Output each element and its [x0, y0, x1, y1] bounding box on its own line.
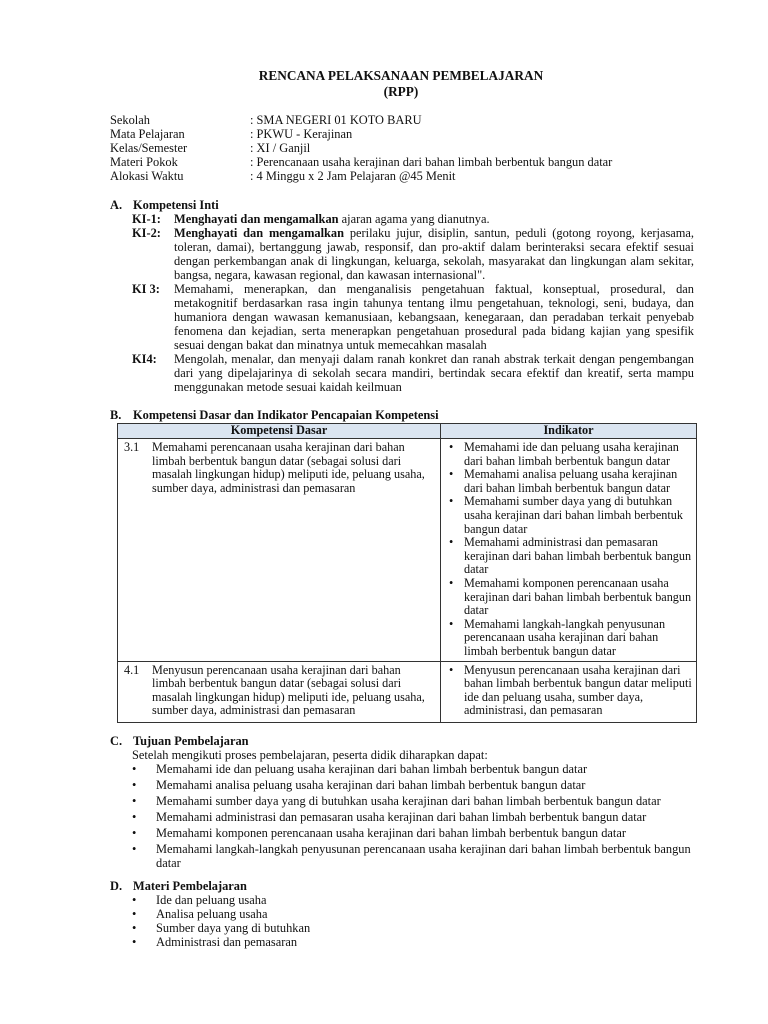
- ki-bold: Menghayati dan mengamalkan: [174, 226, 345, 240]
- identity-value: : 4 Minggu x 2 Jam Pelajaran @45 Menit: [250, 169, 456, 183]
- indikator-item: • Memahami sumber daya yang di butuhkan usaha kerajinan dari bahan limbah berbentuk bangun datar: [464, 495, 695, 536]
- ki-code: KI-1:: [132, 212, 161, 226]
- section-title: Kompetensi Inti: [133, 198, 219, 212]
- ki-bold: Menghayati dan mengamalkan: [174, 212, 339, 226]
- identity-row: [110, 127, 612, 141]
- ki-body: Mengolah, menalar, dan menyaji dalam ranah konkret dan ranah abstrak terkait dengan pengembangan dari yang dipelajarinya di sekolah secara mandiri, bertindak secara efektif dan kreatif, serta mampu menggunakan metode sesuai kaidah keilmuan: [174, 352, 694, 394]
- kd-indikator-table: [117, 423, 697, 723]
- tujuan-intro: Setelah mengikuti proses pembelajaran, peserta didik diharapkan dapat:: [132, 748, 488, 762]
- kd-cell: [118, 439, 441, 662]
- table-row: [118, 661, 697, 722]
- document-title: RENCANA PELAKSANAAN PEMBELAJARAN: [258, 68, 544, 83]
- section-a-heading: [110, 198, 219, 212]
- identity-value: : PKWU - Kerajinan: [250, 127, 353, 141]
- indikator-item: • Memahami ide dan peluang usaha kerajinan dari bahan limbah berbentuk bangun datar: [464, 441, 695, 468]
- section-b-heading: [110, 408, 439, 422]
- section-title: Tujuan Pembelajaran: [133, 734, 249, 748]
- kd-text: Memahami perencanaan usaha kerajinan dari bahan limbah berbentuk bangun datar (sebagai solusi dari masalah lingkungan hidup) meliputi ide, peluang usaha, sumber daya, administrasi dan pemasaran: [152, 440, 425, 495]
- section-c-heading: [110, 734, 249, 748]
- indikator-cell: [441, 661, 697, 722]
- ki-item: [132, 282, 694, 352]
- identity-label: Materi Pokok: [110, 155, 178, 169]
- identity-value: : SMA NEGERI 01 KOTO BARU: [250, 113, 422, 127]
- identity-row: [110, 169, 612, 183]
- section-letter: D.: [110, 879, 123, 893]
- identity-value: : XI / Ganjil: [250, 141, 311, 155]
- kd-cell: [118, 661, 441, 722]
- table-header-row: [118, 424, 697, 439]
- list-item: • Memahami komponen perencanaan usaha kerajinan dari bahan limbah berbentuk bangun datar: [156, 826, 697, 840]
- identity-row: [110, 113, 612, 127]
- identity-row: [110, 141, 612, 155]
- materi-block: [132, 893, 697, 949]
- indikator-item: • Memahami analisa peluang usaha kerajinan dari bahan limbah berbentuk bangun datar: [464, 468, 695, 495]
- indikator-item: • Memahami langkah-langkah penyusunan perencanaan usaha kerajinan dari bahan limbah berbentuk bangun datar: [464, 618, 695, 659]
- indikator-item: • Menyusun perencanaan usaha kerajinan dari bahan limbah berbentuk bangun datar meliputi ide dan peluang usaha, sumber daya, administrasi, dan pemasaran: [464, 664, 695, 718]
- list-item: • Memahami analisa peluang usaha kerajinan dari bahan limbah berbentuk bangun datar: [156, 778, 697, 792]
- identity-block: [110, 113, 612, 183]
- ki-text: [174, 226, 694, 282]
- indikator-cell: [441, 439, 697, 662]
- ki-item: [132, 226, 694, 282]
- identity-label: Mata Pelajaran: [110, 127, 185, 141]
- document-subtitle: (RPP): [383, 84, 419, 99]
- list-item: • Memahami administrasi dan pemasaran usaha kerajinan dari bahan limbah berbentuk bangun datar: [156, 810, 697, 824]
- kd-number: 3.1: [124, 440, 140, 454]
- ki-item: [132, 212, 694, 226]
- section-title: Kompetensi Dasar dan Indikator Pencapaian Kompetensi: [133, 408, 439, 422]
- ki-body: ajaran agama yang dianutnya.: [338, 212, 490, 226]
- header-kompetensi-dasar: Kompetensi Dasar: [118, 424, 441, 439]
- ki-body: Memahami, menerapkan, dan menganalisis pengetahuan faktual, konseptual, prosedural, dan metakognitif berdasarkan rasa ingin tahunya tentang ilmu pengetahuan, teknologi, seni, budaya, dan humaniora dengan wawasan kemanusiaan, kebangsaan, kenegaraan, dan peradaban terkait penyebab fenomena dan kejadian, serta menerapkan pengetahuan prosedural pada bidang kajian yang spesifik sesuai dengan bakat dan minatnya untuk memecahkan masalah: [174, 282, 694, 352]
- section-letter: A.: [110, 198, 123, 212]
- ki-code: KI4:: [132, 352, 157, 366]
- section-d-heading: [110, 879, 247, 893]
- list-item: • Memahami ide dan peluang usaha kerajinan dari bahan limbah berbentuk bangun datar: [156, 762, 697, 776]
- ki-text: [174, 282, 694, 352]
- identity-row: [110, 155, 612, 169]
- kd-text: Menyusun perencanaan usaha kerajinan dari bahan limbah berbentuk bangun datar (sebagai solusi dari masalah lingkungan hidup) meliputi ide, peluang usaha, sumber daya, administrasi dan pemasaran: [152, 662, 425, 718]
- list-item: • Analisa peluang usaha: [156, 907, 697, 921]
- header-indikator: Indikator: [441, 424, 697, 439]
- section-letter: C.: [110, 734, 123, 748]
- list-item: • Sumber daya yang di butuhkan: [156, 921, 697, 935]
- list-item: • Administrasi dan pemasaran: [156, 935, 697, 949]
- list-item: • Memahami sumber daya yang di butuhkan usaha kerajinan dari bahan limbah berbentuk bangun datar: [156, 794, 697, 808]
- list-item: • Ide dan peluang usaha: [156, 893, 697, 907]
- ki-body: perilaku jujur, disiplin, santun, peduli (gotong royong, kerjasama, toleran, damai), bertanggung jawab, responsif, dan pro-aktif dalam berinteraksi secara efektif sesuai dengan perkembangan anak di lingkungan, keluarga, sekolah, masyarakat dan lingkungan alam sekitar, bangsa, negara, kawasan regional, dan kawasan internasional".: [174, 226, 695, 282]
- indikator-item: • Memahami komponen perencanaan usaha kerajinan dari bahan limbah berbentuk bangun datar: [464, 577, 695, 618]
- ki-text: [174, 212, 694, 226]
- ki-item: [132, 352, 694, 394]
- ki-code: KI 3:: [132, 282, 160, 296]
- kd-number: 4.1: [124, 662, 140, 677]
- indikator-item: • Memahami administrasi dan pemasaran kerajinan dari bahan limbah berbentuk bangun datar: [464, 536, 695, 577]
- identity-label: Kelas/Semester: [110, 141, 188, 155]
- table-row: [118, 439, 697, 662]
- identity-label: Sekolah: [110, 113, 150, 127]
- section-letter: B.: [110, 408, 122, 422]
- materi-list: [132, 893, 697, 949]
- tujuan-list: [132, 762, 697, 870]
- ki-code: KI-2:: [132, 226, 161, 240]
- identity-label: Alokasi Waktu: [110, 169, 184, 183]
- identity-value: : Perencanaan usaha kerajinan dari bahan limbah berbentuk bangun datar: [250, 155, 613, 169]
- tujuan-block: [132, 748, 697, 872]
- section-title: Materi Pembelajaran: [133, 879, 247, 893]
- kompetensi-inti-list: [132, 212, 694, 394]
- ki-text: [174, 352, 694, 394]
- list-item: • Memahami langkah-langkah penyusunan perencanaan usaha kerajinan dari bahan limbah berbentuk bangun datar: [156, 842, 697, 870]
